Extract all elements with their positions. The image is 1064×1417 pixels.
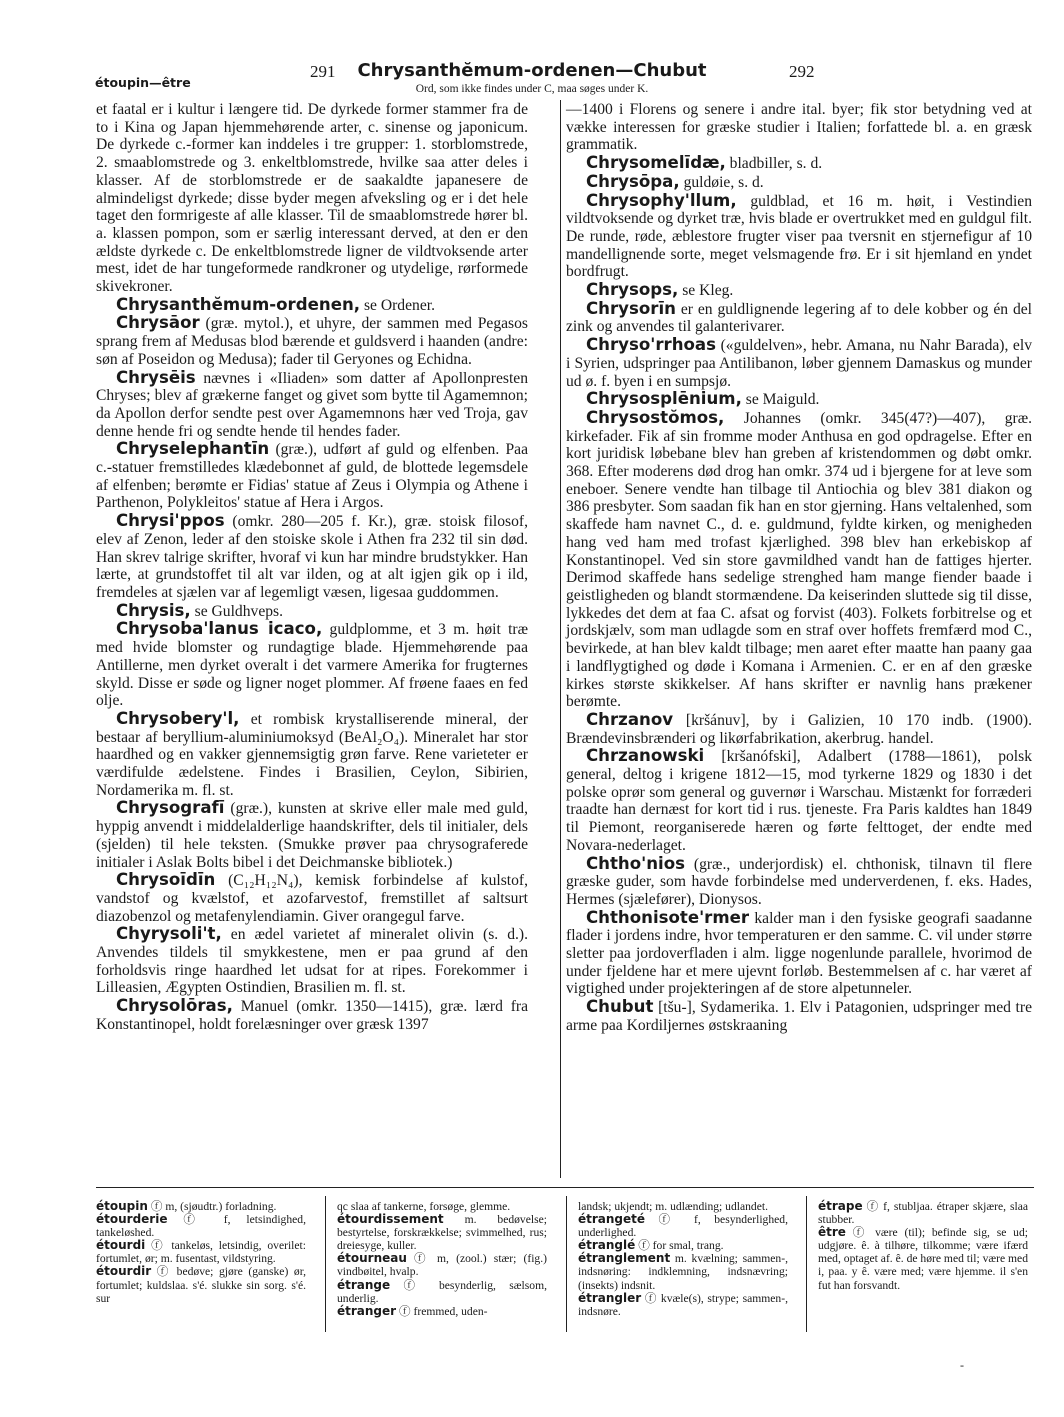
entry-text: qc slaa af tankerne, forsøge, glemme. bbox=[337, 1200, 511, 1213]
footer-divider bbox=[806, 1196, 807, 1332]
headword: Chubut bbox=[586, 997, 654, 1017]
headword: Chrzanov bbox=[586, 709, 674, 729]
dictionary-entry bbox=[566, 998, 1032, 1034]
headword: Chrysomelīdæ, bbox=[586, 153, 726, 173]
entry-text: ⓕ m, (sjøudtr.) forladning. bbox=[150, 1200, 277, 1213]
entry-text: landsk; ukjendt; m. udlænding; udlandet. bbox=[578, 1200, 768, 1213]
footer-entry bbox=[337, 1252, 547, 1278]
dictionary-entry bbox=[566, 909, 1032, 999]
entry-text: (græ., underjordisk) el. chthonisk, tilnavn til flere græske guder, som havde forbindelse med underverdenen, f. eks. Hades, Hermes (sjælefører), Dionysos. bbox=[566, 855, 1033, 908]
dictionary-entry bbox=[96, 925, 528, 997]
entry-text: nævnes i «Iliaden» som datter af Apollonpresten Chryses; blev af grækerne fanget og givet som bytte til Agamemnon; da Apollon derfor sendte pest over Agamemnons hær ved Troja, gav denne hende fri og sendte hende til hendes fader. bbox=[96, 369, 529, 440]
entry-text: et faatal er i kultur i længere tid. De dyrkede former stammer fra de to i Kina og Japan hjemmehørende arter, c. sinense og japonicum. De dyrkede c.-former kan inddeles i tre grupper: 1. storblomstrede, 2. smaablomstrede og 3. enkeltblomstrede, hvilke saa atter deles i klasser. Af de storblomstrede er de saakaldte japanesere de almindeligst dyrkede; disse byder megen afveksling og er i det hele taget den formrigeste af alle klasser. Til de smaablomstrede hører bl. a. klassen pompon, som er særlig interessant derved, at den er den ældste dyrkede c. De enkeltblomstrede ligner de vildtvoksende arter mest, idet de har tungeformede randkroner og utydelige, rørformede skivekroner. bbox=[96, 101, 528, 296]
entry-text: [kršanófski], Adalbert (1788—1861), polsk general, deltog i krigene 1812—15, mod tyrkerne 1829 og 1830 i det polske oprør som general og guvernør i Warschau. Mistænkt for forræderi traadte han dernæst for kort tid i rus. tjeneste. Fra Paris kaldtes han 1849 til Piemont, reorganiserede hæren og førte felttoget, der endte med Novara-nederlaget. bbox=[566, 748, 1032, 854]
dictionary-entry bbox=[566, 336, 1032, 390]
header-note: Ord, som ikke findes under C, maa søges under K. bbox=[415, 83, 649, 95]
headword: étourdissement bbox=[337, 1212, 444, 1227]
headword: Chthonisote'rmer bbox=[586, 907, 750, 927]
entry-text: ⓕ besynderlig, sælsom, underlig. bbox=[337, 1278, 547, 1305]
dictionary-entry bbox=[566, 390, 1032, 409]
footer-entry bbox=[818, 1200, 1028, 1226]
entry-text: Manuel (omkr. 1350—1415), græ. lærd fra Konstantinopel, holdt forelæsninger over græsk 1397 bbox=[96, 998, 528, 1033]
headword: Chrysosplēnium, bbox=[586, 389, 742, 409]
entry-text: ⓕ f, stubljaa. étraper skjære, slaa stubber. bbox=[818, 1200, 1028, 1227]
footer-divider bbox=[325, 1196, 326, 1332]
headword: être bbox=[818, 1225, 846, 1240]
page-number-left: 291 bbox=[310, 62, 336, 81]
footer-entry bbox=[337, 1279, 547, 1305]
headword: étranglé bbox=[578, 1238, 636, 1253]
dictionary-entry bbox=[96, 602, 528, 621]
headword: Chryso'rrhoas bbox=[586, 335, 717, 355]
headword: Chrysografī bbox=[116, 798, 225, 818]
headword: Chrysēis bbox=[116, 367, 196, 387]
dictionary-entry bbox=[96, 101, 528, 296]
entry-text: kalder man i den fysiske geografi saadanne flader i jordens indre, hvor temperaturen er den samme. C. vil under større sletter paa jordoverfladen i alm. ligge nogenlunde parallele, hvorimod de under fjeldene har et mere ujevnt forløb. Bestemmelsen af c. har været af vigtighed under projekteringen af de store alpetunneler. bbox=[566, 909, 1032, 998]
entry-text: ⓕ fremmed, uden- bbox=[399, 1304, 488, 1318]
entry-text: bladbiller, s. d. bbox=[729, 155, 823, 173]
footer-column-3 bbox=[578, 1200, 788, 1318]
entry-text: ⓕ for smal, trang. bbox=[638, 1239, 724, 1253]
entry-text: (C₁₂H₁₂N₄), kemisk forbindelse af kulstof, vandstof og kvælstof, et azofarvestof, fremstillet af saltsurt diazobenzol og metafenylendiamin. Giver orangegul farve. bbox=[96, 872, 528, 925]
entry-text: se Kleg. bbox=[682, 282, 734, 300]
entry-text: en ædel varietet af mineralet olivin (s. d.). Anvendes tildels til smykkestene, men er paa grund af den forholdsvis ringe haardhed let udsat for at ripes. Forekommer i Lilleasien, Ægypten Ostindien, Brasilien m. fl. st. bbox=[96, 926, 528, 997]
headword: étrange bbox=[337, 1277, 391, 1292]
headword: Chrzanowski bbox=[586, 746, 705, 766]
dictionary-entry bbox=[566, 855, 1032, 909]
headword: étoupin bbox=[96, 1199, 148, 1213]
entry-text: et rombisk krystalliserende mineral, der bestaar af beryllium-aluminiumoksyd (BeAl₂O₄). Mineralet har stor haardhed og en vakker gjennemsigtig grøn farve. Rene varieteter er værdifulde ædelstene. Findes i Brasilien, Ceylon, Sibirien, Nordamerika m. fl. st. bbox=[96, 710, 528, 799]
entry-text: (omkr. 280—205 f. Kr.), græ. stoisk filosof, elev af Zenon, leder af den stoiske skole i Athen fra 232 til sin død. Han skrev talrige skrifter, hvoraf vi kun har mindre brudstykker. Han lærte, at grundstoffet til alt var ilden, og at alt igjen gik op i ild, fremdeles at sjælen var af legemligt væsen, ligesaa guddommen. bbox=[96, 513, 528, 601]
dictionary-entry bbox=[96, 799, 528, 871]
entry-text: ⓕ m, (zool.) stær; (fig.) vindbøitel, hvalp. bbox=[337, 1252, 547, 1279]
headword: Chtho'nios bbox=[586, 853, 685, 873]
footer-column-2 bbox=[337, 1200, 547, 1318]
headword: étourderie bbox=[96, 1212, 168, 1227]
headword: Chrysophy'llum, bbox=[586, 190, 737, 210]
headword: Chrysolōras, bbox=[116, 996, 233, 1016]
entry-text: se Guldhveps. bbox=[194, 602, 284, 620]
headword: étranglement bbox=[578, 1251, 671, 1266]
dictionary-entry bbox=[96, 620, 528, 710]
headword: étrape bbox=[818, 1199, 863, 1213]
footer-entry bbox=[578, 1292, 788, 1318]
headword: Chrysāor bbox=[116, 313, 200, 333]
headword: Chyrysoli't, bbox=[116, 924, 222, 944]
entry-text: se Maiguld. bbox=[745, 391, 820, 409]
entry-text: ⓕ være (til); befinde sig, se ud; udgjøre. ê. à tilhøre, tilkomme; være ifærd med, optaget af. ê. de høre med til; være med i, paa. y ê. være med; være hjemme. il s'en fut han forsvandt. bbox=[818, 1226, 1028, 1292]
footer-entry bbox=[337, 1213, 547, 1252]
entry-text: er en guldlignende legering af to dele kobber og én del zink og anvendes til galanterivarer. bbox=[566, 300, 1032, 336]
dictionary-entry bbox=[566, 300, 1032, 336]
headword: Chryselephantīn bbox=[116, 439, 270, 459]
entry-text: (græ.), kunsten at skrive eller male med guld, hyppig anvendt i middelalderlige haandskrifter, dels til initialer, dels (sjelden) til hele teksten. (Smukke prøver paa chrysograferede initialer i Aslak Bolts bibel i det Deichmanske bibliotek.) bbox=[96, 800, 528, 871]
entry-text: m. kvælning; sammen-, indsnøring: indklemning, indsnævring; (insekts) indsnit. bbox=[578, 1252, 788, 1292]
right-column bbox=[566, 101, 1032, 1035]
dictionary-entry bbox=[96, 997, 528, 1033]
entry-text: guldblad, et 16 m. høit, i Vestindien vildtvoksende og dyrket træ, hvis blade er overtrukket med en guldgul filt. De runde, røde, æblestore frugter viser paa tversnit en stjernefigur af 10 mandellignende sorte, meget velsmagende frø. Er i sit hjemland en yndet bordfrugt. bbox=[566, 192, 1032, 281]
entry-text: guldøie, s. d. bbox=[683, 173, 764, 191]
stray-mark: - bbox=[960, 1358, 964, 1372]
dictionary-entry bbox=[96, 440, 528, 512]
column-divider bbox=[560, 100, 561, 1178]
footer-entry bbox=[96, 1239, 306, 1265]
headword: étrangeté bbox=[578, 1212, 646, 1227]
entry-text: ⓕ tankeløs, letsindig, overilet: fortumlet, ør; m. fusentast, vildstyring. bbox=[96, 1239, 306, 1266]
footer-column-1 bbox=[96, 1200, 306, 1305]
footer-entry bbox=[96, 1265, 306, 1304]
footer-rule bbox=[96, 1187, 1034, 1188]
entry-text: («guldelven», hebr. Amana, nu Nahr Barada), elv i Syrien, udspringer paa Antilibanon, løber gjennem Damaskus og munder ud ø. f. byen i en sumpsjø. bbox=[566, 337, 1032, 390]
footer-entry bbox=[818, 1226, 1028, 1291]
dictionary-entry bbox=[96, 710, 528, 800]
dictionary-entry bbox=[96, 871, 528, 925]
headword: étrangler bbox=[578, 1290, 642, 1305]
headword: Chrysi'ppos bbox=[116, 511, 225, 531]
entry-text: m. bedøvelse; bestyrtelse, forskrækkelse; svimmelhed, rus; dreiesyge, kuller. bbox=[337, 1213, 547, 1253]
page-number-right: 292 bbox=[789, 62, 815, 81]
headword: étranger bbox=[337, 1303, 397, 1318]
footer-entry bbox=[578, 1252, 788, 1291]
dictionary-entry bbox=[566, 711, 1032, 747]
dictionary-entry bbox=[566, 192, 1032, 282]
entry-text: [tšu-], Sydamerika. 1. Elv i Patagonien, udspringer med tre arme paa Kordiljernes østskraaning bbox=[566, 999, 1032, 1034]
footer-column-4 bbox=[818, 1200, 1028, 1292]
entry-text: se Ordener. bbox=[363, 296, 435, 314]
entry-text: (græ. mytol.), et uhyre, der sammen med Pegasos sprang frem af Medusas blod bærende et guldsverd i haanden (andre: søn af Poseidon og Medusa); fader til Geryones og Echidna. bbox=[96, 315, 528, 368]
entry-text: [kršánuv], by i Galizien, 10 170 indb. (1900). Brændevinsbrænderi og likørfabrikation, akerbrug. handel. bbox=[566, 711, 1032, 747]
headword: Chrysostŏmos, bbox=[586, 407, 725, 427]
headword: Chrysanthĕmum-ordenen, bbox=[116, 294, 361, 314]
footer-divider bbox=[566, 1196, 567, 1332]
headword: Chrysis, bbox=[116, 600, 191, 620]
left-column bbox=[96, 101, 528, 1034]
entry-text: Johannes (omkr. 345(47?)—407), græ. kirkefader. Fik af sin fromme moder Anthusa en god opdragelse. Efter en kort juridisk løbebane blev han greben af kristendommen og døbt omkr. 368. Efter moderens død drog han omkr. 374 ud i bjergene for at leve som eneboer. Senere vendte han tilbage til Antiochia og blev 381 diakon og 386 presbyter. Som saadan fik han en stor gjerning. Hans veltalenhed, som skaffede ham navnet C., d. e. guldmund, fyldte kirken, og menigheden hang ved ham med trofast kjærlighed. 398 blev han erkebiskop af Konstantinopel. Ved sin store gavmildhed vandt han de fattiges hjerter. Derimod skaffede hans sedelige strenghed ham mange fiender baade i geistligheden og blandt stormændene. Da keiserinden sluttede sig til disse, lykkedes det dem at faa C. afsat og forvist (403). Folkets forbitrelse og et jordskjælv, som man udlagde som en straf over hoffets fremfærd mod C., bevirkede, at han blev kaldt tilbage; men aaret efter maatte han paany gaa i landflygtighed og døde i Komana i Armenien. C. er en af den græske kirkes største skikkelser. Af hans skrifter er navnlig hans prækener berømte. bbox=[566, 409, 1032, 711]
headword: Chrysoīdīn bbox=[116, 870, 216, 890]
dictionary-entry bbox=[566, 173, 1032, 192]
entry-text: —1400 i Florens og senere i andre ital. byer; fik stor betydning ved at vække interessen for græske studier i Italien; forfattede bl. a. en græsk grammatik. bbox=[566, 101, 1032, 154]
headword: Chrysops, bbox=[586, 280, 679, 300]
headword: étourdir bbox=[96, 1264, 152, 1279]
headword: Chrysoba'lanus icaco, bbox=[116, 619, 323, 639]
headword: Chrysorīn bbox=[586, 298, 676, 318]
headword: étourdi bbox=[96, 1238, 146, 1253]
entry-text: ⓕ f, besynderlighed, underlighed. bbox=[578, 1213, 788, 1240]
headword: étourneau bbox=[337, 1251, 407, 1266]
dictionary-entry bbox=[96, 512, 528, 602]
footer-entry bbox=[578, 1213, 788, 1239]
dictionary-entry bbox=[96, 296, 528, 315]
dictionary-entry bbox=[566, 101, 1032, 154]
headword: Chrysobery'l, bbox=[116, 708, 240, 728]
footer-entry bbox=[96, 1213, 306, 1239]
footer-range-label: étoupin—être bbox=[95, 75, 191, 90]
dictionary-entry bbox=[96, 314, 528, 368]
dictionary-entry bbox=[566, 409, 1032, 711]
dictionary-entry bbox=[566, 281, 1032, 300]
dictionary-entry bbox=[566, 747, 1032, 854]
entry-text: guldplomme, et 3 m. høit træ med hvide blomster og rundagtige blade. Hjemmehørende paa Antillerne, men dyrket overalt i det varmere Amerika for frugternes skyld. Disse er søde og ligner noget plommer. Af frøene faaes en fed olje. bbox=[96, 621, 528, 710]
dictionary-entry bbox=[566, 154, 1032, 173]
entry-text: ⓕ kvæle(s), strype; sammen-, indsnøre. bbox=[578, 1291, 788, 1318]
entry-text: ⓕ f, letsindighed, tankeløshed. bbox=[96, 1213, 306, 1240]
footer-entry bbox=[337, 1305, 547, 1318]
headword: Chrysōpa, bbox=[586, 171, 680, 191]
entry-text: (græ.), udført af guld og elfenben. Paa c.-statuer fremstilledes klædebonnet af guld, de blottede legemsdele af elfenben; berømte er Fidias' statue af Zeus i Olympia og Athene i Parthenon, Polykleitos' statue af Hera i Argos. bbox=[96, 441, 528, 512]
dictionary-entry bbox=[96, 369, 528, 441]
page-title: Chrysanthĕmum-ordenen—Chubut bbox=[357, 60, 707, 81]
entry-text: ⓕ bedøve; gjøre (ganske) ør, fortumlet; kuldslaa. s'é. slukke sin sorg. s'é. sur bbox=[96, 1265, 306, 1305]
